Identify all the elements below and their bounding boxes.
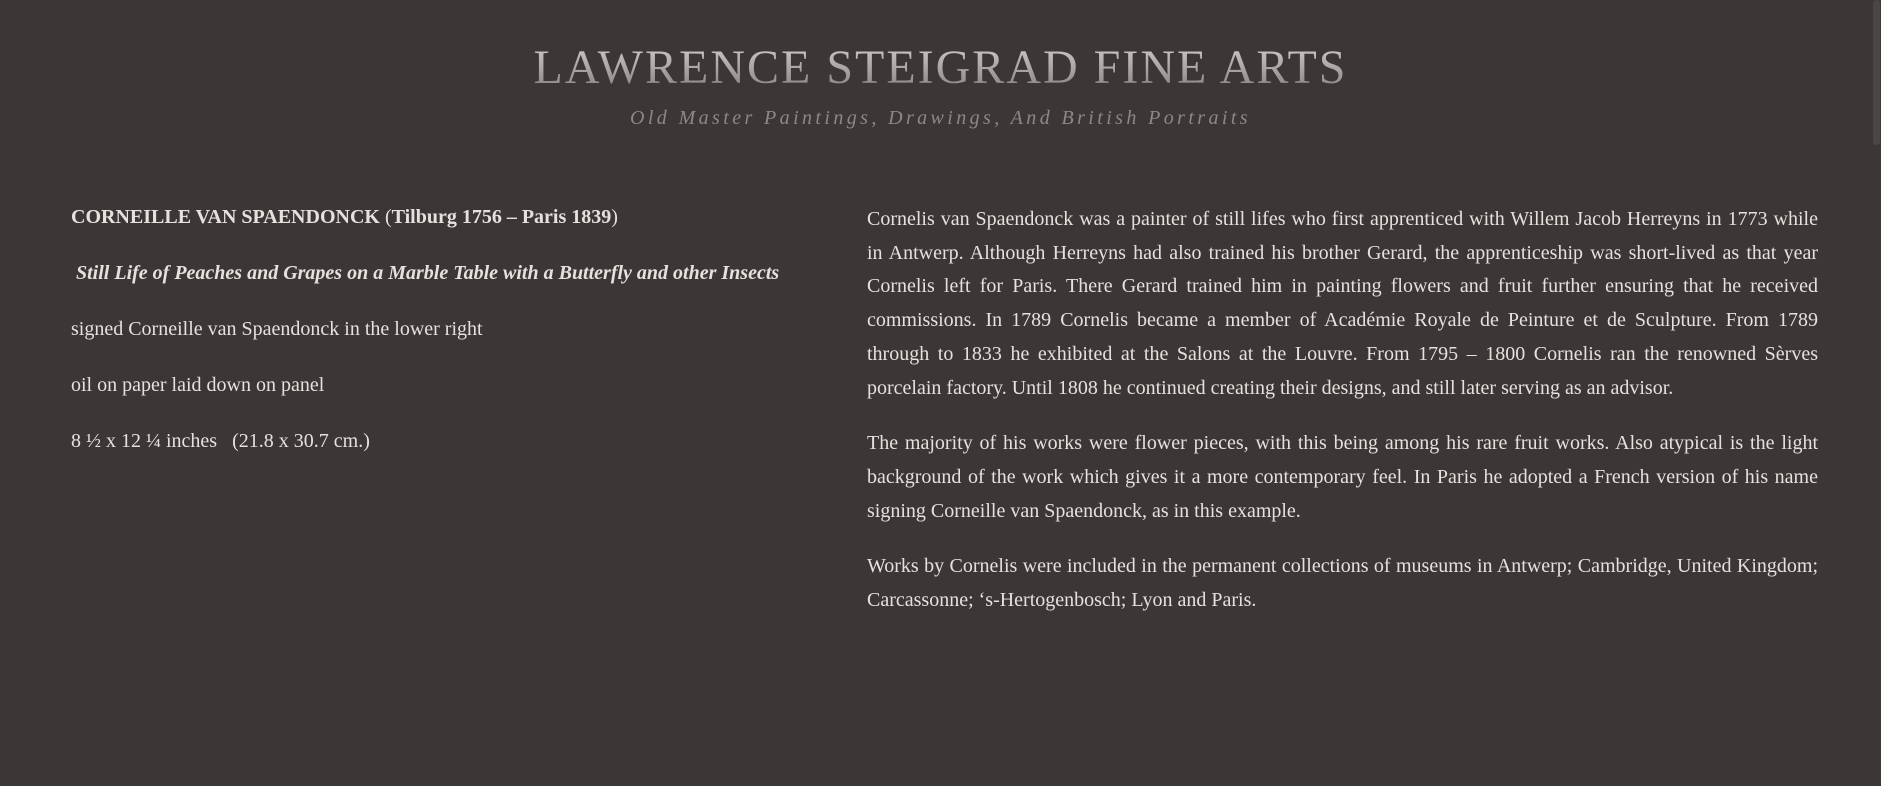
- description-paragraph: Works by Cornelis were included in the permanent collections of museums in Antwerp; Cambridge, United Kingdom; Carcassonne; ‘s-Hertogenbosch; Lyon and Paris.: [867, 555, 1818, 612]
- site-subtitle: Old Master Paintings, Drawings, And British Portraits: [630, 107, 1251, 129]
- artist-dates: Tilburg 1756 – Paris 1839: [391, 206, 612, 228]
- site-title[interactable]: LAWRENCE STEIGRAD FINE ARTS: [0, 38, 1881, 98]
- artwork-description: [867, 203, 1818, 640]
- artwork-details: [71, 203, 831, 483]
- artwork-signature: signed Corneille van Spaendonck in the lower right: [71, 318, 483, 340]
- description-paragraph: Cornelis van Spaendonck was a painter of still lifes who first apprenticed with Willem Jacob Herreyns in 1773 while in Antwerp. Although Herreyns had also trained his brother Gerard, the apprenticeship was short-lived as that year Cornelis left for Paris. There Gerard trained him in painting flowers and fruit further ensuring that he received commissions. In 1789 Cornelis became a member of Académie Royale de Peinture et de Sculpture. From 1789 through to 1833 he exhibited at the Salons at the Louvre. From 1795 – 1800 Cornelis ran the renowned Sèrves porcelain factory. Until 1808 he continued creating their designs, and still later serving as an advisor.: [867, 208, 1818, 399]
- artist-dates-close: ): [611, 206, 618, 228]
- artwork-dimensions: 8 ½ x 12 ¼ inches (21.8 x 30.7 cm.): [71, 430, 370, 452]
- artist-dates-open: (: [384, 206, 392, 228]
- description-paragraph: The majority of his works were flower pieces, with this being among his rare fruit works. Also atypical is the light background of the work which gives it a more contemporary feel. In Paris he adopted a French version of his name signing Corneille van Spaendonck, as in this example.: [867, 432, 1818, 522]
- artist-name: CORNEILLE VAN SPAENDONCK: [71, 206, 380, 228]
- site-header: [0, 38, 1881, 130]
- artwork-title: Still Life of Peaches and Grapes on a Marble Table with a Butterfly and other Insects: [76, 262, 780, 284]
- artwork-medium: oil on paper laid down on panel: [71, 374, 325, 396]
- artist-line: [71, 203, 831, 231]
